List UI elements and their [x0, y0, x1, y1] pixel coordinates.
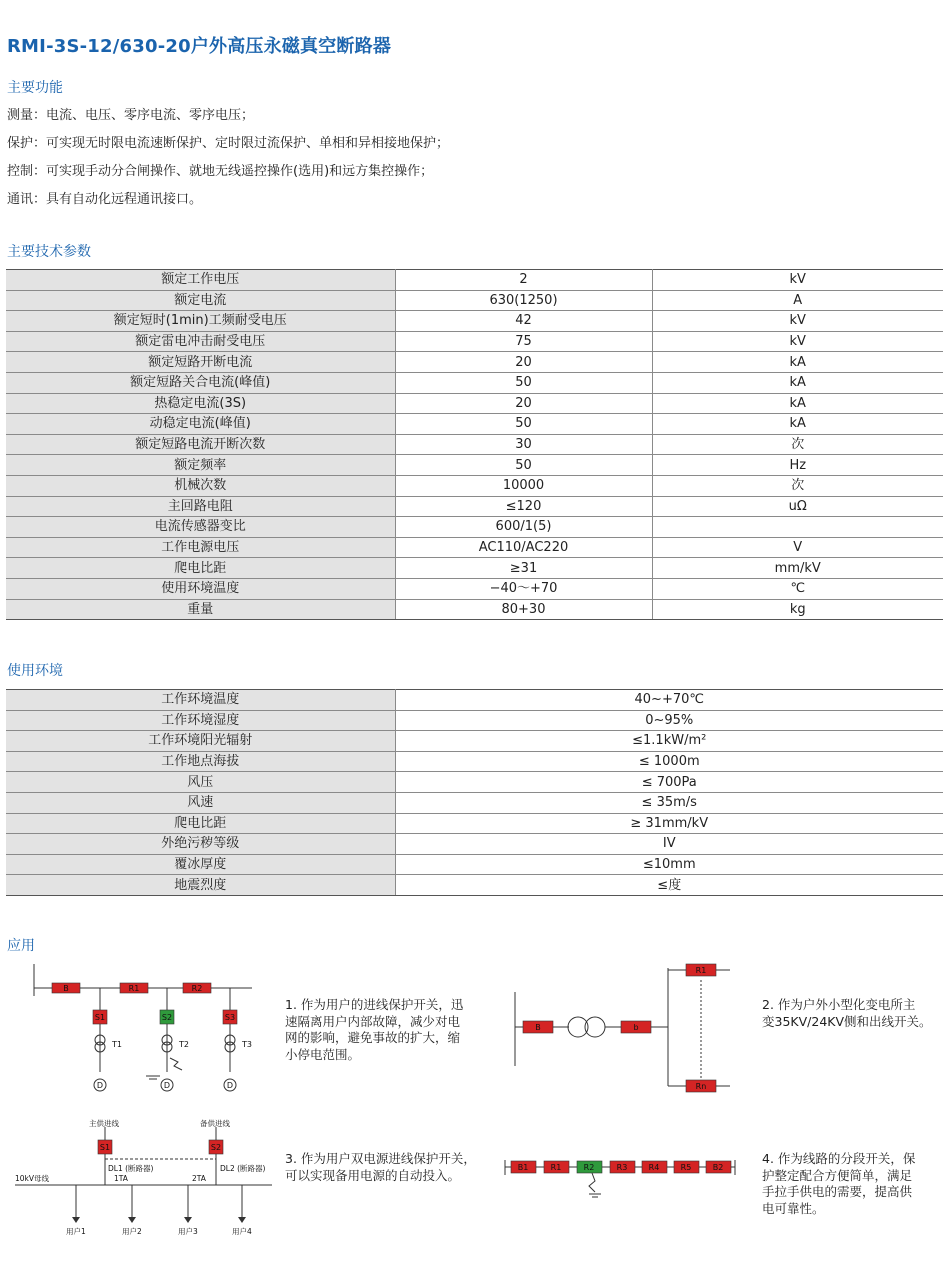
- app3-label-main-in: 主供进线: [89, 1119, 119, 1128]
- table-cell-name: 工作环境温度: [6, 690, 395, 711]
- app4-label-r3: R3: [616, 1163, 628, 1172]
- table-cell-value: 40~+70℃: [395, 690, 943, 711]
- table-row: [6, 331, 943, 352]
- table-cell-unit: kA: [652, 393, 943, 414]
- table-cell-name: 地震烈度: [6, 875, 395, 896]
- table-cell-value: ≤ 35m/s: [395, 792, 943, 813]
- app2-diagram: [505, 958, 745, 1098]
- table-cell-value: 10000: [395, 475, 652, 496]
- table-row: [6, 475, 943, 496]
- app2-description: 2. 作为户外小型化变电所主 变35KV/24KV侧和出线开关。: [762, 997, 932, 1029]
- table-row: [6, 731, 943, 752]
- table-cell-unit: Hz: [652, 455, 943, 476]
- app3-label-dl2: DL2 (断路器): [220, 1164, 266, 1173]
- table-cell-name: 额定工作电压: [6, 270, 395, 291]
- table-cell-value: −40～+70: [395, 578, 652, 599]
- table-cell-name: 风速: [6, 792, 395, 813]
- table-cell-value: ≤ 700Pa: [395, 772, 943, 793]
- app3-label-ta2: 2TA: [192, 1174, 206, 1183]
- table-cell-name: 额定短路关合电流(峰值): [6, 372, 395, 393]
- app2-label-b: B: [535, 1023, 541, 1032]
- table-row: [6, 558, 943, 579]
- table-cell-value: 630(1250): [395, 290, 652, 311]
- table-cell-name: 额定频率: [6, 455, 395, 476]
- app1-label-t2: T2: [179, 1040, 189, 1049]
- app1-label-s3: S3: [224, 1013, 236, 1022]
- app1-label-s2: S2: [161, 1013, 173, 1022]
- table-row: [6, 875, 943, 896]
- app3-label-dl1: DL1 (断路器): [108, 1164, 154, 1173]
- table-row: [6, 834, 943, 855]
- table-cell-value: ≤120: [395, 496, 652, 517]
- main-functions-heading: 主要功能: [7, 80, 63, 96]
- table-cell-name: 动稳定电流(峰值): [6, 414, 395, 435]
- table-cell-value: 2: [395, 270, 652, 291]
- table-cell-unit: kg: [652, 599, 943, 620]
- table-cell-value: 80+30: [395, 599, 652, 620]
- app3-diagram: [10, 1115, 275, 1243]
- table-cell-unit: 次: [652, 475, 943, 496]
- table-cell-value: 30: [395, 434, 652, 455]
- app3-label-backup-in: 备供进线: [200, 1119, 230, 1128]
- table-cell-name: 覆冰厚度: [6, 854, 395, 875]
- app3-label-s1: S1: [99, 1143, 111, 1152]
- tech-params-table: [6, 269, 943, 620]
- table-cell-value: 20: [395, 393, 652, 414]
- table-row: [6, 813, 943, 834]
- table-row: [6, 372, 943, 393]
- app4-label-r5: R5: [680, 1163, 692, 1172]
- table-row: [6, 772, 943, 793]
- table-cell-name: 重量: [6, 599, 395, 620]
- table-cell-name: 热稳定电流(3S): [6, 393, 395, 414]
- table-cell-value: 75: [395, 331, 652, 352]
- table-row: [6, 414, 943, 435]
- table-row: [6, 270, 943, 291]
- feature-comm: 通讯：具有自动化远程通讯接口。: [7, 192, 203, 207]
- table-cell-name: 工作电源电压: [6, 537, 395, 558]
- app4-label-r4: R4: [648, 1163, 660, 1172]
- table-cell-unit: kV: [652, 311, 943, 332]
- table-cell-name: 工作环境湿度: [6, 710, 395, 731]
- app3-description: 3. 作为用户双电源进线保护开关， 可以实现备用电源的自动投入。: [285, 1151, 476, 1183]
- table-row: [6, 854, 943, 875]
- app2-label-b-small: b: [633, 1023, 639, 1032]
- table-cell-value: ≤1.1kW/m²: [395, 731, 943, 752]
- table-row: [6, 690, 943, 711]
- table-cell-unit: [652, 517, 943, 538]
- app4-diagram: [500, 1148, 740, 1208]
- table-row: [6, 599, 943, 620]
- page-title: RMI-3S-12/630-20户外高压永磁真空断路器: [7, 36, 392, 57]
- table-cell-value: AC110/AC220: [395, 537, 652, 558]
- table-cell-unit: kV: [652, 270, 943, 291]
- table-row: [6, 393, 943, 414]
- applications-heading: 应用: [7, 938, 35, 954]
- table-cell-name: 机械次数: [6, 475, 395, 496]
- app3-label-user1: 用户1: [66, 1227, 86, 1236]
- app1-label-b: B: [63, 984, 69, 993]
- table-cell-value: 50: [395, 455, 652, 476]
- table-cell-name: 外绝污秽等级: [6, 834, 395, 855]
- table-cell-value: ≤10mm: [395, 854, 943, 875]
- table-cell-unit: ℃: [652, 578, 943, 599]
- table-cell-name: 爬电比距: [6, 813, 395, 834]
- table-cell-value: ≤度: [395, 875, 943, 896]
- table-cell-name: 额定雷电冲击耐受电压: [6, 331, 395, 352]
- table-cell-name: 额定短路开断电流: [6, 352, 395, 373]
- table-cell-unit: V: [652, 537, 943, 558]
- table-row: [6, 517, 943, 538]
- table-cell-name: 电流传感器变比: [6, 517, 395, 538]
- table-cell-unit: kA: [652, 372, 943, 393]
- app4-label-b1: B1: [517, 1163, 529, 1172]
- table-row: [6, 751, 943, 772]
- app4-description: 4. 作为线路的分段开关，保 护整定配合方便简单，满足 手拉手供电的需要，提高供 电可靠性。: [762, 1151, 916, 1216]
- app2-label-r1: R1: [695, 966, 707, 975]
- table-cell-value: 50: [395, 372, 652, 393]
- feature-protect: 保护：可实现无时限电流速断保护、定时限过流保护、单相和异相接地保护；: [7, 136, 450, 151]
- table-cell-name: 主回路电阻: [6, 496, 395, 517]
- environment-heading: 使用环境: [7, 663, 63, 679]
- table-cell-value: 50: [395, 414, 652, 435]
- app1-label-t1: T1: [112, 1040, 122, 1049]
- app1-label-r2: R2: [191, 984, 203, 993]
- table-row: [6, 352, 943, 373]
- app3-label-bus: 10kV母线: [15, 1174, 50, 1183]
- app1-label-d3: D: [226, 1081, 234, 1090]
- table-cell-name: 额定短时(1min)工频耐受电压: [6, 311, 395, 332]
- table-cell-value: ≥31: [395, 558, 652, 579]
- app3-label-user3: 用户3: [178, 1227, 198, 1236]
- table-cell-value: 42: [395, 311, 652, 332]
- table-cell-unit: mm/kV: [652, 558, 943, 579]
- app1-description: 1. 作为用户的进线保护开关，迅 速隔离用户内部故障，减少对电 网的影响，避免事故的扩大，缩 小停电范围。: [285, 997, 464, 1062]
- app1-label-s1: S1: [94, 1013, 106, 1022]
- table-cell-unit: 次: [652, 434, 943, 455]
- app4-label-r1: R1: [550, 1163, 562, 1172]
- table-cell-name: 爬电比距: [6, 558, 395, 579]
- table-cell-value: 20: [395, 352, 652, 373]
- app3-label-user2: 用户2: [122, 1227, 142, 1236]
- table-cell-value: ≥ 31mm/kV: [395, 813, 943, 834]
- table-row: [6, 710, 943, 731]
- feature-measure: 测量：电流、电压、零序电流、零序电压；: [7, 108, 255, 123]
- app3-label-ta1: 1TA: [114, 1174, 128, 1183]
- app4-label-b2: B2: [712, 1163, 724, 1172]
- table-row: [6, 290, 943, 311]
- table-row: [6, 496, 943, 517]
- table-cell-name: 工作地点海拔: [6, 751, 395, 772]
- app1-diagram: [20, 960, 260, 1100]
- table-cell-unit: kV: [652, 331, 943, 352]
- table-row: [6, 434, 943, 455]
- app1-label-t3: T3: [242, 1040, 252, 1049]
- app3-label-user4: 用户4: [232, 1227, 252, 1236]
- table-cell-name: 工作环境阳光辐射: [6, 731, 395, 752]
- app1-label-d2: D: [163, 1081, 171, 1090]
- table-cell-value: ≤ 1000m: [395, 751, 943, 772]
- table-cell-unit: kA: [652, 414, 943, 435]
- table-row: [6, 792, 943, 813]
- table-cell-value: 0~95%: [395, 710, 943, 731]
- table-cell-unit: kA: [652, 352, 943, 373]
- table-cell-name: 额定电流: [6, 290, 395, 311]
- table-cell-unit: A: [652, 290, 943, 311]
- table-cell-value: IV: [395, 834, 943, 855]
- table-cell-name: 风压: [6, 772, 395, 793]
- app1-label-r1: R1: [128, 984, 140, 993]
- app1-label-d1: D: [96, 1081, 104, 1090]
- app3-label-s2: S2: [210, 1143, 222, 1152]
- table-cell-unit: uΩ: [652, 496, 943, 517]
- table-row: [6, 537, 943, 558]
- feature-control: 控制：可实现手动分合闸操作、就地无线遥控操作(选用)和远方集控操作；: [7, 164, 434, 179]
- table-cell-value: 600/1(5): [395, 517, 652, 538]
- table-cell-name: 使用环境温度: [6, 578, 395, 599]
- table-row: [6, 455, 943, 476]
- environment-table: [6, 689, 943, 896]
- app2-label-rn: Rn: [695, 1082, 707, 1091]
- app4-label-r2: R2: [583, 1163, 595, 1172]
- table-cell-name: 额定短路电流开断次数: [6, 434, 395, 455]
- tech-params-heading: 主要技术参数: [7, 244, 91, 260]
- table-row: [6, 311, 943, 332]
- table-row: [6, 578, 943, 599]
